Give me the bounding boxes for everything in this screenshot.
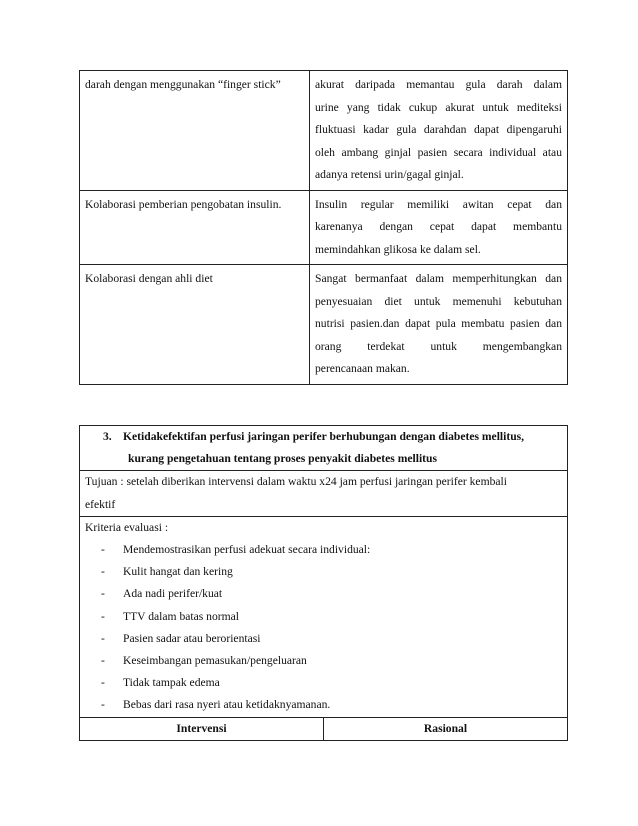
- list-item: [85, 561, 562, 583]
- goal-line1: Tujuan : setelah diberikan intervensi dalam waktu x24 jam perfusi jaringan perifer kembali: [85, 475, 507, 489]
- rational-line: oleh ambang ginjal pasien secara individual atau: [315, 145, 562, 159]
- rational-line: urine yang tidak cukup akurat untuk mediteksi: [315, 100, 562, 114]
- list-item: [85, 628, 562, 650]
- criteria-cell: [80, 516, 568, 717]
- criteria-text: Tidak tampak edema: [123, 676, 220, 690]
- diagnosis-number: 3.: [103, 430, 112, 443]
- rational-line: karenanya dengan cepat dapat membantu: [315, 220, 562, 233]
- rational-line: akurat daripada memantau gula darah dalam: [315, 78, 562, 91]
- criteria-row: [80, 516, 568, 717]
- intervention-cell: Kolaborasi dengan ahli diet: [80, 265, 310, 385]
- diagnosis-title-line2: kurang pengetahuan tentang proses penyakit diabetes mellitus: [128, 452, 437, 466]
- goal-row: [80, 471, 568, 516]
- criteria-text: Mendemostrasikan perfusi adekuat secara individual:: [123, 543, 371, 557]
- intervention-rational-table: [79, 70, 568, 385]
- bullet-dash: -: [101, 698, 105, 712]
- column-header-intervensi: Intervensi: [80, 717, 324, 740]
- rational-cell: [310, 190, 568, 265]
- rational-line: Sangat bermanfaat dalam memperhitungkan dan: [315, 272, 562, 285]
- bullet-dash: -: [101, 676, 105, 690]
- bullet-dash: -: [101, 565, 105, 579]
- diagnosis-title-line1: Ketidakefektifan perfusi jaringan perifer berhubungan dengan diabetes mellitus,: [123, 430, 525, 443]
- intervention-cell: Kolaborasi pemberian pengobatan insulin.: [80, 190, 310, 265]
- table-row: [80, 265, 568, 385]
- rational-line: fluktuasi kadar gula darahdan dapat dipengaruhi: [315, 123, 562, 136]
- table-row: [80, 190, 568, 265]
- list-item: [85, 583, 562, 605]
- rational-line: adanya retensi urin/gagal ginjal.: [315, 168, 464, 181]
- list-item: [85, 694, 562, 716]
- bullet-dash: -: [101, 631, 105, 645]
- list-item: [85, 650, 562, 672]
- diagnosis-heading: [80, 426, 568, 471]
- rational-cell: [310, 71, 568, 191]
- criteria-text: Keseimbangan pemasukan/pengeluaran: [123, 654, 307, 668]
- rational-line: penyesuaian diet untuk memenuhi kebutuhan: [315, 294, 562, 308]
- criteria-text: Ada nadi perifer/kuat: [123, 587, 223, 601]
- criteria-text: Pasien sadar atau berorientasi: [123, 631, 261, 645]
- table-row: [80, 71, 568, 191]
- rational-line: orang terdekat untuk mengembangkan: [315, 339, 562, 353]
- list-item: [85, 672, 562, 694]
- criteria-text: Bebas dari rasa nyeri atau ketidaknyamanan.: [123, 698, 331, 712]
- criteria-text: Kulit hangat dan kering: [123, 565, 233, 579]
- rational-line: nutrisi pasien.dan dapat pula membatu pasien dan: [315, 317, 562, 330]
- criteria-title: Kriteria evaluasi :: [85, 520, 169, 534]
- intervention-cell: darah dengan menggunakan “finger stick”: [80, 71, 310, 191]
- bullet-dash: -: [101, 654, 105, 668]
- diagnosis-heading-row: [80, 426, 568, 471]
- rational-cell: [310, 265, 568, 385]
- column-header-rasional: Rasional: [324, 717, 568, 740]
- bullet-dash: -: [101, 609, 105, 623]
- rational-line: Insulin regular memiliki awitan cepat dan: [315, 197, 562, 211]
- rational-line: memindahkan glikosa ke dalam sel.: [315, 242, 481, 256]
- column-header-row: [80, 717, 568, 740]
- diagnosis-table: [79, 425, 568, 741]
- list-item: [85, 539, 562, 561]
- goal-cell: [80, 471, 568, 516]
- bullet-dash: -: [101, 587, 105, 601]
- rational-line: perencanaan makan.: [315, 362, 410, 375]
- bullet-dash: -: [101, 543, 105, 557]
- goal-line2: efektif: [85, 497, 116, 511]
- list-item: [85, 606, 562, 628]
- criteria-text: TTV dalam batas normal: [123, 609, 240, 623]
